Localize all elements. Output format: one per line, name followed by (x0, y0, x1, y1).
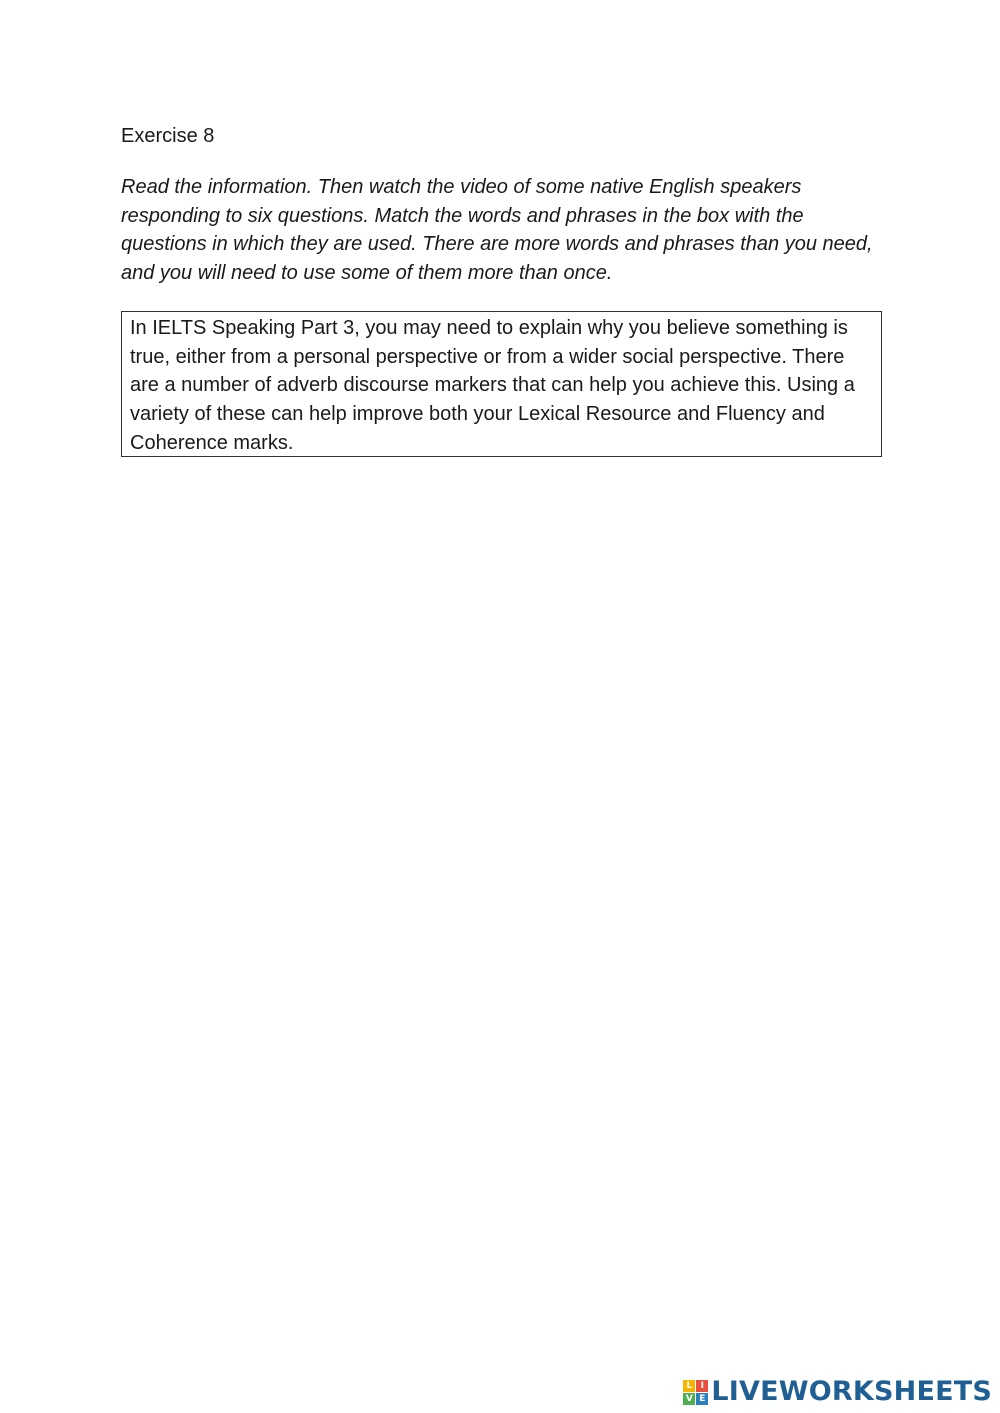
liveworksheets-logo-icon (683, 1380, 708, 1405)
logo-letter-l: L (683, 1380, 695, 1392)
info-box-text: In IELTS Speaking Part 3, you may need to explain why you believe something is true, either from a personal perspective or from a wider social perspective. There are a number of adverb discourse markers that can help you achieve this. Using a variety of these can help improve both your Lexical Resource and Fluency and Coherence marks. (130, 317, 855, 454)
logo-letter-v: V (683, 1393, 695, 1405)
logo-letter-i: I (696, 1380, 708, 1392)
logo-letter-e: E (696, 1393, 708, 1405)
exercise-title: Exercise 8 (121, 125, 215, 147)
exercise-instructions: Read the information. Then watch the video of some native English speakers responding to six questions. Match the words and phrases in the box with the questions in which they are used. There are more words and phrases than you need, and you will need to use some of them more than once. (121, 176, 873, 285)
liveworksheets-wordmark: LIVEWORKSHEETS (711, 1376, 992, 1407)
info-box (121, 311, 882, 457)
liveworksheets-brand (683, 1377, 992, 1407)
